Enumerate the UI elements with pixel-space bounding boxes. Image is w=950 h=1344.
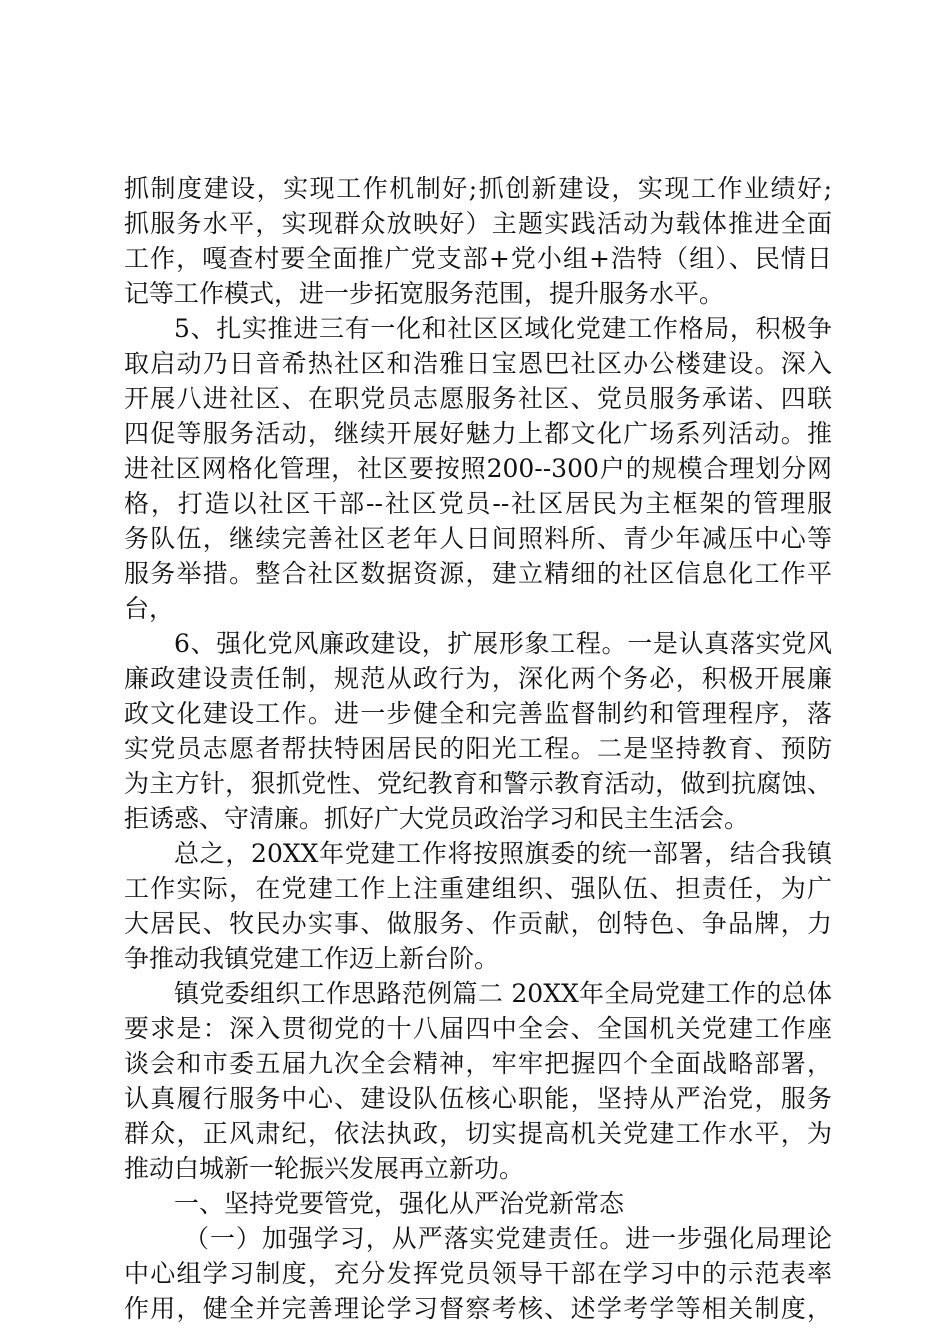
text-line: 政文化建设工作。进一步健全和完善监督制约和管理程序，落: [124, 699, 832, 728]
text-line: 四促等服务活动，继续开展好魅力上都文化广场系列活动。推: [124, 419, 832, 448]
text-line: 抓服务水平，实现群众放映好）主题实践活动为载体推进全面: [124, 209, 832, 238]
text-line: 推动白城新一轮振兴发展再立新功。: [124, 1154, 525, 1183]
text-line: 抓制度建设，实现工作机制好;抓创新建设，实现工作业绩好;: [124, 174, 832, 203]
text-line: 服务举措。整合社区数据资源，建立精细的社区信息化工作平: [124, 559, 832, 588]
text-line: 5、扎实推进三有一化和社区区域化党建工作格局，积极争: [174, 314, 832, 343]
text-line: 为主方针，狠抓党性、党纪教育和警示教育活动，做到抗腐蚀、: [124, 769, 832, 798]
text-line: 镇党委组织工作思路范例篇二 20XX年全局党建工作的总体: [174, 979, 832, 1008]
text-line: 谈会和市委五届九次全会精神，牢牢把握四个全面战略部署，: [124, 1049, 832, 1078]
text-line: 开展八进社区、在职党员志愿服务社区、党员服务承诺、四联: [124, 384, 832, 413]
text-line: 总之，20XX年党建工作将按照旗委的统一部署，结合我镇: [174, 839, 832, 868]
text-line: 工作，嘎查村要全面推广党支部+党小组+浩特（组）、民情日: [124, 244, 832, 273]
text-line: 拒诱惑、守清廉。抓好广大党员政治学习和民主生活会。: [124, 804, 750, 833]
text-line: 务队伍，继续完善社区老年人日间照料所、青少年减压中心等: [124, 524, 832, 553]
text-line: （一）加强学习，从严落实党建责任。进一步强化局理论: [184, 1224, 832, 1253]
text-line: 中心组学习制度，充分发挥党员领导干部在学习中的示范表率: [124, 1259, 832, 1288]
text-line: 取启动乃日音希热社区和浩雅日宝恩巴社区办公楼建设。深入: [124, 349, 832, 378]
text-line: 认真履行服务中心、建设队伍核心职能，坚持从严治党，服务: [124, 1084, 832, 1113]
text-line: 台，: [124, 594, 175, 623]
text-line: 大居民、牧民办实事、做服务、作贡献，创特色、争品牌，力: [124, 909, 832, 938]
text-line: 格，打造以社区干部--社区党员--社区居民为主框架的管理服: [124, 489, 832, 518]
text-line: 群众，正风肃纪，依法执政，切实提高机关党建工作水平，为: [124, 1119, 832, 1148]
text-line: 作用，健全并完善理论学习督察考核、述学考学等相关制度，: [124, 1294, 832, 1323]
text-line: 记等工作模式，进一步拓宽服务范围，提升服务水平。: [124, 279, 725, 308]
text-line: 工作实际，在党建工作上注重建组织、强队伍、担责任，为广: [124, 874, 832, 903]
text-line: 要求是：深入贯彻党的十八届四中全会、全国机关党建工作座: [124, 1014, 832, 1043]
text-line: 争推动我镇党建工作迈上新台阶。: [124, 944, 500, 973]
text-line: 进社区网格化管理，社区要按照200--300户的规模合理划分网: [124, 454, 832, 483]
text-line: 廉政建设责任制，规范从政行为，深化两个务必，积极开展廉: [124, 664, 832, 693]
section-heading: 一、坚持党要管党，强化从严治党新常态: [174, 1189, 625, 1218]
text-line: 6、强化党风廉政建设，扩展形象工程。一是认真落实党风: [174, 629, 832, 658]
text-line: 实党员志愿者帮扶特困居民的阳光工程。二是坚持教育、预防: [124, 734, 832, 763]
